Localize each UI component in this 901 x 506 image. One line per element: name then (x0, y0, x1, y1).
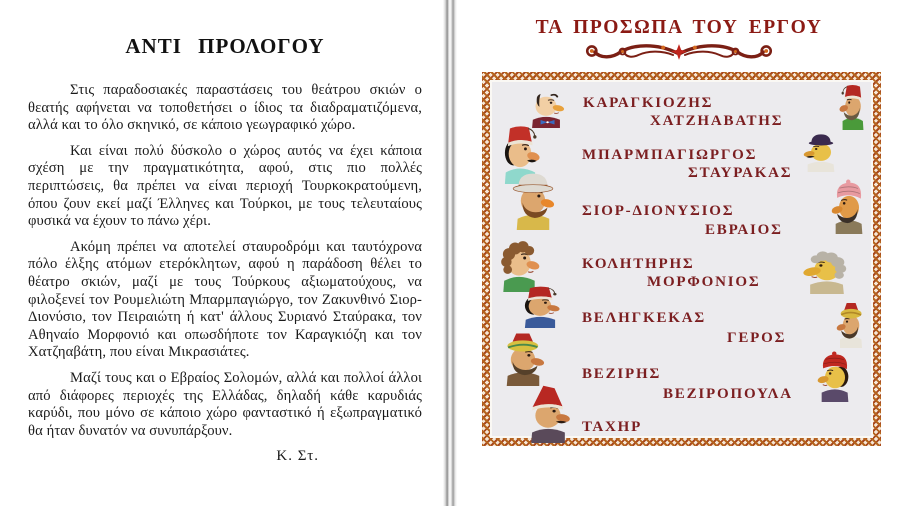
fez-gold-turban-beard-head-icon (832, 300, 870, 348)
prologue-paragraph-2: Και είναι πολύ δύσκολο ο χώρος αυτός να έχει κάποια σχέση με την πραγματικότητα, αφού, στις πιο πολλές περιπτώσεις, θα πρέπει να είναι περιοχή Τουρκοκρατούμενη, όπου ζουν εκεί μαζί Έλληνες και Τούρκοι, με τους τελευταίους φυσικά να έχουν το πάνω χέρι. (28, 142, 422, 230)
character-name-stavrakas: ΣΤΑΥΡΑΚΑΣ (688, 165, 793, 181)
wide-brim-hat-man-head-icon (505, 168, 561, 230)
prologue-paragraph-3: Ακόμη πρέπει να αποτελεί σταυροδρόμι και ταυτόχρονα πόλο έλξης ατόμων ετερόκλητων, αφού η παράδοση θέλει το θέατρο σκιών, μαζί με τους Τούρκους αξιωματούχους, να φιλοξενεί τον Ρουμελιώτη Μπαρμπαγιώργο, τον Ζακυνθινό Σιορ-Διονύσιο, τον Πειραιώτη ή κατ' άλλους Συριανό Σταύρακα, τον Αθηναίο Μορφονιό και οπωσδήποτε τον Καραγκιόζη και τον Χατζηαβάτη, που είναι Μικρασιάτες. (28, 238, 422, 361)
tall-fez-man-head-icon (519, 385, 577, 443)
big-nose-gray-hair-head-icon (798, 242, 856, 294)
left-page (0, 0, 443, 506)
characters-box (490, 80, 873, 438)
character-name-kolitiris: ΚΟΛΗΤΗΡΗΣ (582, 256, 695, 272)
right-page-title: ΤΑ ΠΡΟΣΩΠΑ ΤΟΥ ΕΡΓΟΥ (535, 17, 823, 38)
character-name-barbagiorgos: ΜΠΑΡΜΠΑΓΙΩΡΓΟΣ (582, 147, 758, 163)
character-name-geros: ΓΕΡΟΣ (727, 330, 787, 346)
page-spine-divider (443, 0, 457, 506)
character-name-karagiozis: ΚΑΡΑΓΚΙΟΖΗΣ (583, 95, 714, 111)
right-page (457, 0, 901, 506)
character-name-veziris: ΒΕΖΙΡΗΣ (582, 366, 662, 382)
red-cap-woman-head-icon (812, 350, 858, 402)
turban-vizier-head-icon (495, 330, 551, 386)
pink-cap-bearded-head-icon (826, 178, 872, 234)
character-name-hatziavatis: ΧΑΤΖΗΑΒΑΤΗΣ (650, 113, 784, 129)
prologue-paragraph-1: Στις παραδοσιακές παραστάσεις του θεάτρου σκιών ο θεατής αφήνεται να τοποθετήσει ο ίδιος τα διαδραματιζόμενα, αλλά και το όλο σκηνικό, σε κάποιο γεωγραφικό χώρο. (28, 82, 422, 134)
character-name-tahir: ΤΑΧΗΡ (582, 419, 643, 435)
prologue-paragraph-4: Μαζί τους και ο Εβραίος Σολομών, αλλά και πολλοί άλλοι από διάφορες περιοχές της Ελλάδας, δηλαδή κάθε καρυδιάς καρύδι, που μόνο σε κάποιο χώρο φανταστικό ή εξωπραγματικό θα ήταν δυνατόν να συνυπάρξουν. (28, 369, 422, 439)
purple-hat-mustache-head-icon (798, 130, 844, 172)
scroll-flourish-icon (570, 41, 788, 65)
characters-box-border (482, 72, 881, 446)
character-name-evraios: ΕΒΡΑΙΟΣ (705, 222, 783, 238)
left-page-title: ΑΝΤΙ ΠΡΟΛΟΓΟΥ (125, 34, 325, 58)
left-page-content (28, 34, 422, 465)
fez-hook-nose-man-head-icon (514, 282, 566, 328)
fez-bearded-green-coat-head-icon (835, 80, 871, 130)
character-name-veziropoula: ΒΕΖΙΡΟΠΟΥΛΑ (663, 386, 793, 402)
character-name-veligkekas: ΒΕΛΗΓΚΕΚΑΣ (582, 310, 706, 326)
character-name-morfonios: ΜΟΡΦΟΝΙΟΣ (647, 274, 761, 290)
character-name-sior-dionysios: ΣΙΟΡ-ΔΙΟΝΥΣΙΟΣ (582, 203, 735, 219)
author-initials: Κ. Στ. (276, 448, 319, 465)
